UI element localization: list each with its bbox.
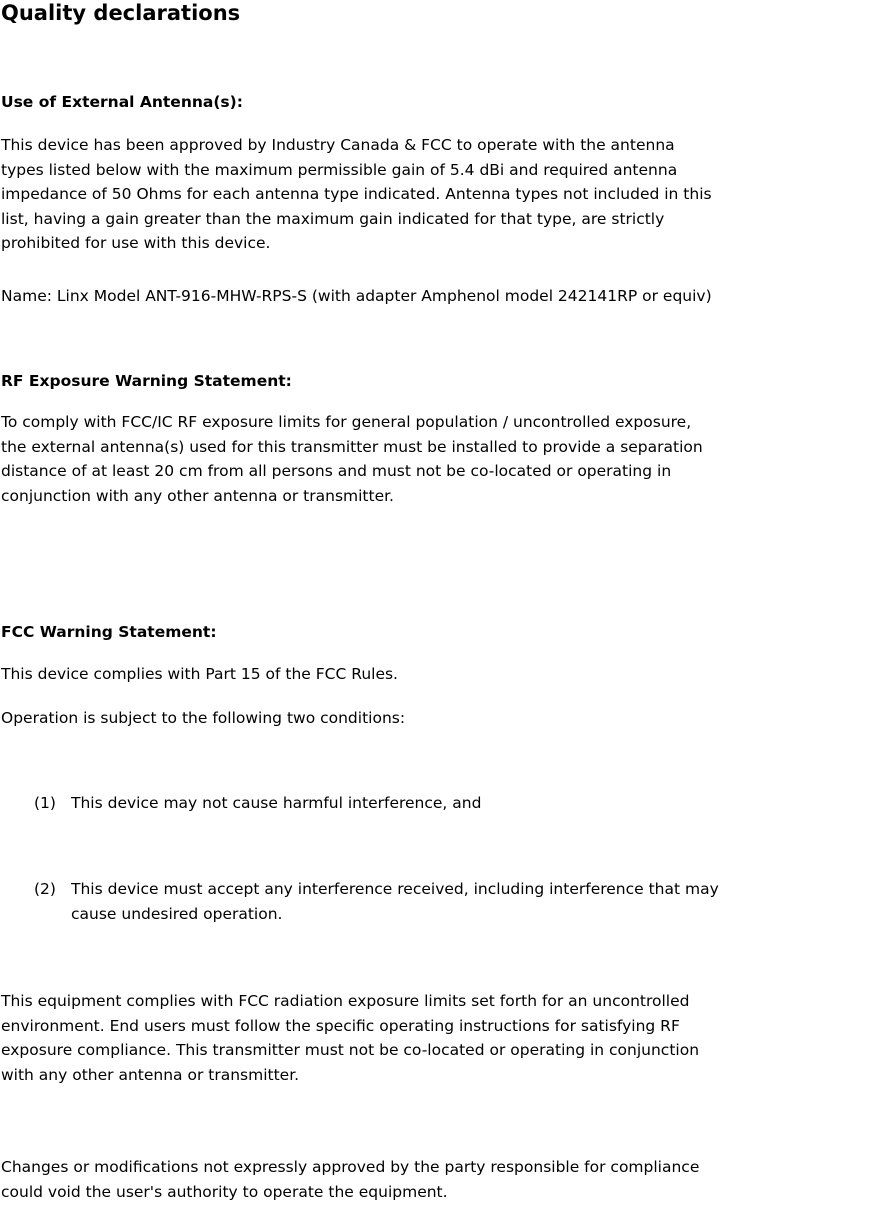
- fcc-heading: FCC Warning Statement:: [1, 623, 217, 641]
- changes-paragraph: [1, 1155, 883, 1204]
- text-line: distance of at least 20 cm from all persons and must not be co-located or operating in: [1, 462, 672, 480]
- text-line: To comply with FCC/IC RF exposure limits for general population / uncontrolled exposure,: [1, 413, 692, 431]
- text-line: environment. End users must follow the specific operating instructions for satisfying RF: [1, 1016, 680, 1035]
- text-line: impedance of 50 Ohms for each antenna type indicated. Antenna types not included in this: [1, 185, 712, 203]
- condition-number: (2): [34, 880, 56, 898]
- text-line: exposure compliance. This transmitter must not be co-located or operating in conjunction: [1, 1041, 700, 1059]
- condition-item-1: [34, 791, 883, 816]
- text-line: Name: Linx Model ANT-916-MHW-RPS-S (with adapter Amphenol model 242141RP or equiv): [1, 287, 712, 305]
- fcc-line-1: [1, 662, 883, 687]
- text-line: could void the user's authority to operate the equipment.: [1, 1182, 448, 1201]
- text-line: conjunction with any other antenna or transmitter.: [1, 486, 394, 505]
- antenna-heading: Use of External Antenna(s):: [1, 93, 243, 111]
- text-line: the external antenna(s) used for this transmitter must be installed to provide a separation: [1, 437, 703, 456]
- text-line: cause undesired operation.: [71, 904, 283, 923]
- text-line: list, having a gain greater than the maximum gain indicated for that type, are strictly: [1, 209, 665, 228]
- condition-number: (1): [34, 794, 56, 812]
- text-line: This device must accept any interference received, including interference that may: [71, 880, 719, 898]
- text-line: This equipment complies with FCC radiation exposure limits set forth for an uncontrolled: [1, 992, 690, 1010]
- antenna-name-line: [1, 284, 883, 309]
- text-line: This device complies with Part 15 of the FCC Rules.: [1, 665, 398, 683]
- text-line: Changes or modifications not expressly approved by the party responsible for compliance: [1, 1158, 700, 1176]
- fcc-line-2: [1, 706, 883, 731]
- text-line: types listed below with the maximum permissible gain of 5.4 dBi and required antenna: [1, 160, 678, 179]
- condition-item-2: [34, 877, 883, 926]
- rf-paragraph: [1, 410, 883, 508]
- page-title: Quality declarations: [1, 1, 241, 25]
- exposure-paragraph: [1, 989, 883, 1087]
- text-line: Operation is subject to the following two conditions:: [1, 709, 406, 727]
- antenna-paragraph: [1, 133, 883, 256]
- text-line: prohibited for use with this device.: [1, 234, 271, 252]
- text-line: This device may not cause harmful interference, and: [71, 794, 482, 812]
- text-line: This device has been approved by Industry Canada & FCC to operate with the antenna: [1, 136, 675, 154]
- text-line: with any other antenna or transmitter.: [1, 1065, 300, 1084]
- rf-heading: RF Exposure Warning Statement:: [1, 372, 292, 390]
